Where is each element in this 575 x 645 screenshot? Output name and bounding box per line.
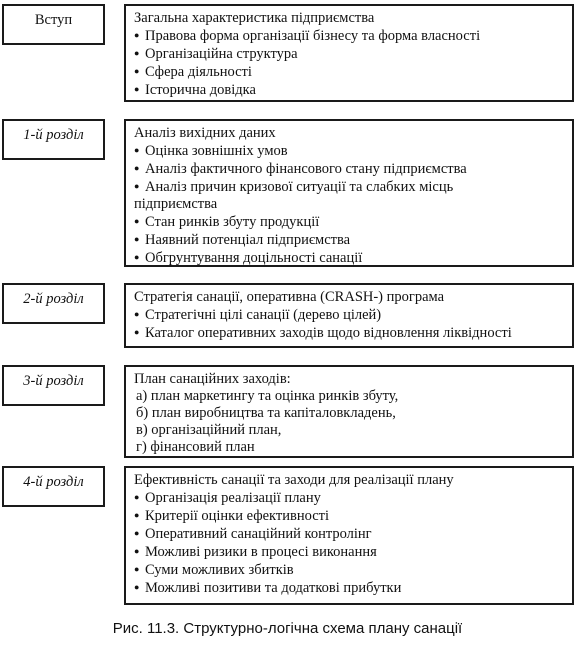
section-3 — [2, 365, 574, 458]
section-item: ● Аналіз причин кризової ситуації та слабких місць — [134, 178, 566, 196]
section-item: ● Суми можливих збитків — [134, 561, 566, 579]
section-label-box — [2, 365, 105, 406]
section-item: ● Обгрунтування доцільності санації — [134, 249, 566, 267]
section-item: ● Організація реалізації плану — [134, 489, 566, 507]
section-item: ● Правова форма організації бізнесу та форма власності — [134, 27, 566, 45]
section-item: ● Можливі ризики в процесі виконання — [134, 543, 566, 561]
section-items — [134, 27, 566, 99]
section-item: ● Наявний потенціал підприємства — [134, 231, 566, 249]
section-item-continuation: підприємства — [134, 196, 218, 212]
section-item: ● Історична довідка — [134, 81, 566, 99]
section-label-box — [2, 283, 105, 324]
section-1 — [2, 119, 574, 267]
section-title: Ефективність санації та заходи для реалізації плану — [134, 472, 454, 488]
section-content-box — [124, 4, 574, 102]
section-item: г) фінансовий план — [136, 439, 255, 455]
section-label: 2-й розділ — [23, 291, 84, 307]
section-title: Аналіз вихідних даних — [134, 125, 276, 141]
section-items — [134, 388, 566, 456]
section-intro — [2, 4, 574, 102]
section-2 — [2, 283, 574, 348]
section-item: ● Стан ринків збуту продукції — [134, 213, 566, 231]
section-4 — [2, 466, 574, 605]
section-items — [134, 306, 566, 342]
section-item: ● Оцінка зовнішніх умов — [134, 142, 566, 160]
section-content-box — [124, 365, 574, 458]
section-content-box — [124, 119, 574, 267]
section-items — [134, 489, 566, 597]
section-item: ● Оперативний санаційний контролінг — [134, 525, 566, 543]
section-label-box — [2, 466, 105, 507]
section-item: ● Можливі позитиви та додаткові прибутки — [134, 579, 566, 597]
section-title: Загальна характеристика підприємства — [134, 10, 375, 26]
section-item: ● Критерії оцінки ефективності — [134, 507, 566, 525]
section-item: ● Каталог оперативних заходів щодо відновлення ліквідності — [134, 324, 566, 342]
section-item: в) організаційний план, — [136, 422, 282, 438]
section-label: Вступ — [34, 12, 73, 28]
section-item: ● Аналіз фактичного фінансового стану підприємства — [134, 160, 566, 178]
section-label: 3-й розділ — [23, 373, 84, 389]
figure-caption: Рис. 11.3. Структурно-логічна схема плану санації — [112, 620, 463, 637]
section-label-box — [2, 4, 105, 45]
section-item: ● Стратегічні цілі санації (дерево цілей) — [134, 306, 566, 324]
section-label: 1-й розділ — [23, 127, 84, 143]
section-item: ● Сфера діяльності — [134, 63, 566, 81]
section-label-box — [2, 119, 105, 160]
section-item: а) план маркетингу та оцінка ринків збуту, — [136, 388, 399, 404]
section-content-box — [124, 466, 574, 605]
section-title: План санаційних заходів: — [134, 371, 291, 387]
section-title: Стратегія санації, оперативна (CRASH-) програма — [134, 289, 445, 305]
section-items — [134, 142, 566, 267]
section-item: б) план виробництва та капіталовкладень, — [136, 405, 396, 421]
section-label: 4-й розділ — [23, 474, 84, 490]
section-content-box — [124, 283, 574, 348]
section-item: ● Організаційна структура — [134, 45, 566, 63]
